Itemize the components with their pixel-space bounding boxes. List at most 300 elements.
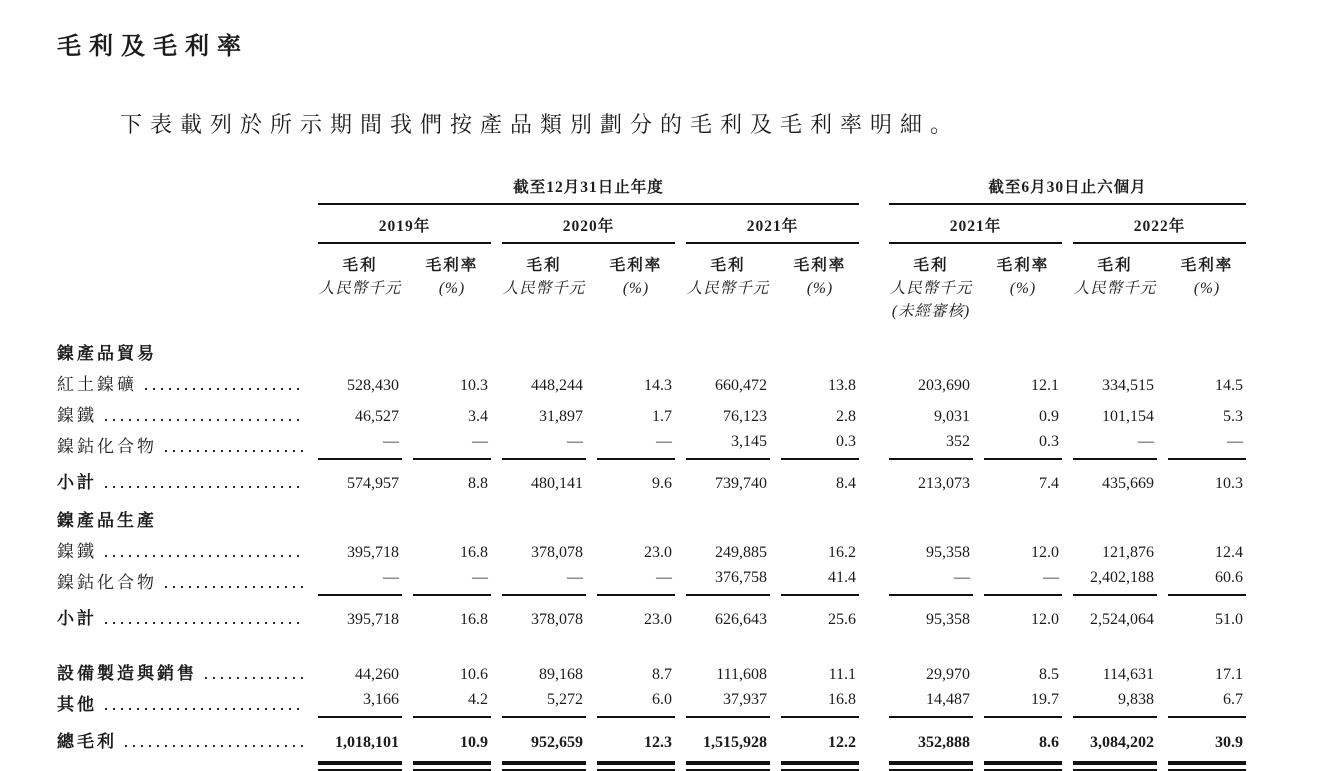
double-rule <box>686 761 770 771</box>
cell-value: 44,260 <box>355 666 399 683</box>
profit-value-cell <box>889 718 973 755</box>
profit-value-cell <box>889 398 973 429</box>
profit-unit: 人民幣千元 <box>686 280 770 297</box>
margin-value-cell <box>413 656 491 687</box>
profit-value-cell <box>502 460 586 496</box>
margin-value-cell <box>984 565 1062 596</box>
leader-dots <box>105 486 305 488</box>
cell-value: — <box>383 433 399 450</box>
rule-row-label-cell <box>57 755 307 771</box>
cell-value: 14.3 <box>644 377 672 394</box>
cell-value: 4.2 <box>468 691 488 708</box>
margin-label: 毛利率 <box>425 257 479 274</box>
profit-value-cell <box>318 460 402 496</box>
cell-value: 89,168 <box>539 666 583 683</box>
cell-value: 10.3 <box>1215 475 1243 492</box>
cell-value: — <box>954 569 970 586</box>
gross-profit-table-container <box>46 175 1325 771</box>
profit-value-cell <box>1073 534 1157 565</box>
cell-value: 19.7 <box>1031 691 1059 708</box>
margin-value-cell <box>413 596 491 632</box>
profit-value-cell <box>318 596 402 632</box>
intro-text: 下表載列於所示期間我們按產品類別劃分的毛利及毛利率明細。 <box>120 112 961 137</box>
margin-label: 毛利率 <box>1180 257 1234 274</box>
cell-value: 7.4 <box>1039 475 1059 492</box>
margin-value-cell <box>413 718 491 755</box>
row-label-cell <box>57 367 307 398</box>
margin-value-cell <box>413 367 491 398</box>
cell-value: 30.9 <box>1215 734 1243 751</box>
double-rule-cell <box>318 755 402 771</box>
table-head <box>57 175 1246 323</box>
cell-value: 16.8 <box>828 691 856 708</box>
row-label: 鎳鈷化合物 <box>57 437 157 456</box>
margin-value-cell <box>1168 460 1246 496</box>
margin-value-cell <box>781 596 859 632</box>
profit-value-cell <box>686 534 770 565</box>
cell-value: 213,073 <box>918 475 970 492</box>
cell-value: 121,876 <box>1102 544 1154 561</box>
cell-value: 1.7 <box>652 408 672 425</box>
leader-dots <box>165 586 305 588</box>
table-row <box>57 656 1246 687</box>
cell-value: 41.4 <box>828 569 856 586</box>
margin-value-cell <box>984 656 1062 687</box>
row-label-cell <box>57 656 307 687</box>
row-label-cell <box>57 534 307 565</box>
period-gap <box>870 175 878 205</box>
table-row <box>57 687 1246 718</box>
profit-unit: 人民幣千元 <box>1073 280 1157 297</box>
table-row <box>57 632 1246 656</box>
margin-value-cell <box>984 398 1062 429</box>
profit-value-cell <box>686 460 770 496</box>
leader-dots <box>105 419 305 421</box>
cell-value: 352,888 <box>918 734 970 751</box>
col-header-profit-2021-interim <box>889 244 973 323</box>
double-rule <box>318 761 402 771</box>
margin-value-cell <box>1168 429 1246 460</box>
cell-value: 10.6 <box>460 666 488 683</box>
margin-value-cell <box>781 718 859 755</box>
profit-label: 毛利 <box>1097 257 1133 274</box>
profit-unit: 人民幣千元 <box>889 280 973 297</box>
profit-label: 毛利 <box>710 257 746 274</box>
row-label-cell <box>57 398 307 429</box>
profit-value-cell <box>686 656 770 687</box>
profit-value-cell <box>502 596 586 632</box>
cell-value: 9,838 <box>1118 691 1154 708</box>
cell-value: 12.4 <box>1215 544 1243 561</box>
cell-value: 17.1 <box>1215 666 1243 683</box>
margin-value-cell <box>1168 687 1246 718</box>
cell-value: 16.8 <box>460 611 488 628</box>
margin-value-cell <box>1168 565 1246 596</box>
cell-value: 12.3 <box>644 734 672 751</box>
double-rule-cell <box>984 755 1062 771</box>
margin-value-cell <box>781 534 859 565</box>
profit-value-cell <box>1073 565 1157 596</box>
row-label-cell <box>57 496 307 534</box>
profit-value-cell <box>1073 367 1157 398</box>
cell-value: 0.3 <box>836 433 856 450</box>
cell-value: 95,358 <box>926 611 970 628</box>
profit-value-cell <box>889 429 973 460</box>
table-row <box>57 565 1246 596</box>
col-header-profit-2020 <box>502 244 586 323</box>
row-label: 鎳鐵 <box>57 542 97 561</box>
row-label: 設備製造與銷售 <box>57 664 197 683</box>
cell-value: 14,487 <box>926 691 970 708</box>
period-gap-cell <box>870 656 878 687</box>
row-label-cell <box>57 565 307 596</box>
cell-value: — <box>1138 433 1154 450</box>
margin-value-cell <box>597 687 675 718</box>
cell-value: 9.6 <box>652 475 672 492</box>
cell-value: 249,885 <box>715 544 767 561</box>
cell-value: 6.0 <box>652 691 672 708</box>
cell-value: 8.7 <box>652 666 672 683</box>
profit-value-cell <box>686 687 770 718</box>
double-rule-cell <box>597 755 675 771</box>
margin-value-cell <box>597 398 675 429</box>
profit-value-cell <box>889 460 973 496</box>
cell-value: 3,145 <box>731 433 767 450</box>
cell-value: 435,669 <box>1102 475 1154 492</box>
label-column-header <box>57 175 307 205</box>
profit-value-cell <box>889 596 973 632</box>
double-rule-cell <box>413 755 491 771</box>
row-label: 紅土鎳礦 <box>57 375 137 394</box>
cell-value: 574,957 <box>347 475 399 492</box>
period-header-row <box>57 175 1246 205</box>
cell-value: 528,430 <box>347 377 399 394</box>
cell-value: — <box>1227 433 1243 450</box>
leader-dots <box>105 622 305 624</box>
profit-value-cell <box>686 429 770 460</box>
margin-value-cell <box>1168 398 1246 429</box>
margin-unit: (%) <box>622 280 650 297</box>
cell-value: 376,758 <box>715 569 767 586</box>
col-header-margin-2021-interim <box>984 244 1062 323</box>
leader-dots <box>105 708 305 710</box>
profit-value-cell <box>889 367 973 398</box>
cell-value: — <box>472 569 488 586</box>
leader-dots <box>205 677 305 679</box>
column-header-row <box>57 244 1246 323</box>
profit-value-cell <box>502 429 586 460</box>
row-label-cell <box>57 687 307 718</box>
row-label-cell <box>57 323 307 367</box>
year-header-2022: 2022年 <box>1073 205 1246 244</box>
margin-value-cell <box>597 596 675 632</box>
margin-unit: (%) <box>1193 280 1221 297</box>
unaudited-note: (未經審核) <box>891 303 971 320</box>
profit-unit: 人民幣千元 <box>318 280 402 297</box>
period-gap-cell <box>870 755 878 771</box>
margin-value-cell <box>984 367 1062 398</box>
cell-value: 111,608 <box>716 666 767 683</box>
cell-value: — <box>656 433 672 450</box>
profit-value-cell <box>502 687 586 718</box>
cell-value: 5.3 <box>1223 408 1243 425</box>
profit-value-cell <box>502 398 586 429</box>
cell-value: 13.8 <box>828 377 856 394</box>
cell-value: — <box>383 569 399 586</box>
col-header-profit-2019 <box>318 244 402 323</box>
profit-value-cell <box>889 656 973 687</box>
col-header-profit-2022 <box>1073 244 1157 323</box>
profit-value-cell <box>889 565 973 596</box>
profit-value-cell <box>502 656 586 687</box>
cell-value: 37,937 <box>723 691 767 708</box>
cell-value: 11.1 <box>828 666 856 683</box>
profit-label: 毛利 <box>913 257 949 274</box>
margin-label: 毛利率 <box>609 257 663 274</box>
profit-value-cell <box>318 718 402 755</box>
cell-value: 8.6 <box>1039 734 1059 751</box>
leader-dots <box>145 388 305 390</box>
profit-value-cell <box>1073 596 1157 632</box>
margin-value-cell <box>413 687 491 718</box>
margin-value-cell <box>413 398 491 429</box>
cell-value: — <box>567 569 583 586</box>
row-label: 小計 <box>57 473 97 492</box>
period-gap-cell <box>870 367 878 398</box>
col-header-profit-2021 <box>686 244 770 323</box>
margin-unit: (%) <box>806 280 834 297</box>
cell-value: 448,244 <box>531 377 583 394</box>
cell-value: 5,272 <box>547 691 583 708</box>
cell-value: 60.6 <box>1215 569 1243 586</box>
cell-value: 9,031 <box>934 408 970 425</box>
cell-value: 114,631 <box>1102 666 1154 683</box>
margin-value-cell <box>781 367 859 398</box>
cell-value: — <box>567 433 583 450</box>
row-label: 小計 <box>57 609 97 628</box>
cell-value: — <box>472 433 488 450</box>
double-rule <box>1073 761 1157 771</box>
profit-value-cell <box>318 429 402 460</box>
cell-value: 29,970 <box>926 666 970 683</box>
table-row <box>57 496 1246 534</box>
cell-value: 12.0 <box>1031 611 1059 628</box>
cell-value: 23.0 <box>644 544 672 561</box>
profit-value-cell <box>1073 656 1157 687</box>
profit-value-cell <box>686 596 770 632</box>
cell-value: 12.0 <box>1031 544 1059 561</box>
cell-value: 8.8 <box>468 475 488 492</box>
margin-value-cell <box>413 565 491 596</box>
profit-value-cell <box>686 565 770 596</box>
margin-unit: (%) <box>438 280 466 297</box>
double-rule <box>597 761 675 771</box>
row-label: 鎳鐵 <box>57 406 97 425</box>
margin-value-cell <box>597 367 675 398</box>
profit-label: 毛利 <box>342 257 378 274</box>
period-gap-cell <box>870 460 878 496</box>
cell-value: 14.5 <box>1215 377 1243 394</box>
cell-value: 378,078 <box>531 611 583 628</box>
cell-value: 1,515,928 <box>703 734 767 751</box>
cell-value: 16.8 <box>460 544 488 561</box>
row-label-cell <box>57 460 307 496</box>
profit-value-cell <box>502 534 586 565</box>
cell-value: 3,166 <box>363 691 399 708</box>
col-header-margin-2020 <box>597 244 675 323</box>
row-label-cell <box>57 718 307 755</box>
profit-value-cell <box>889 534 973 565</box>
margin-value-cell <box>413 429 491 460</box>
profit-value-cell <box>318 398 402 429</box>
profit-value-cell <box>1073 687 1157 718</box>
profit-value-cell <box>318 656 402 687</box>
cell-value: 0.9 <box>1039 408 1059 425</box>
cell-value: 25.6 <box>828 611 856 628</box>
section-filler <box>318 496 1246 534</box>
col-header-margin-2021 <box>781 244 859 323</box>
margin-value-cell <box>781 687 859 718</box>
profit-value-cell <box>686 398 770 429</box>
cell-value: — <box>656 569 672 586</box>
double-rule-cell <box>889 755 973 771</box>
margin-value-cell <box>984 596 1062 632</box>
cell-value: 739,740 <box>715 475 767 492</box>
row-label-cell <box>57 429 307 460</box>
margin-value-cell <box>1168 367 1246 398</box>
year-header-row <box>57 205 1246 244</box>
double-rule-cell <box>686 755 770 771</box>
double-rule <box>984 761 1062 771</box>
cell-value: 626,643 <box>715 611 767 628</box>
table-row <box>57 323 1246 367</box>
row-label-cell <box>57 596 307 632</box>
period-gap-cell <box>870 718 878 755</box>
cell-value: — <box>1043 569 1059 586</box>
period-gap-cell <box>870 565 878 596</box>
period-gap-cell <box>870 429 878 460</box>
profit-value-cell <box>318 534 402 565</box>
margin-value-cell <box>597 565 675 596</box>
profit-value-cell <box>318 367 402 398</box>
cell-value: 2,402,188 <box>1090 569 1154 586</box>
cell-value: 8.5 <box>1039 666 1059 683</box>
cell-value: 12.2 <box>828 734 856 751</box>
cell-value: 378,078 <box>531 544 583 561</box>
cell-value: 23.0 <box>644 611 672 628</box>
cell-value: 101,154 <box>1102 408 1154 425</box>
profit-value-cell <box>1073 398 1157 429</box>
table-row <box>57 367 1246 398</box>
cell-value: 12.1 <box>1031 377 1059 394</box>
row-label: 鎳產品生產 <box>57 511 157 530</box>
table-row <box>57 460 1246 496</box>
double-rule <box>889 761 973 771</box>
profit-value-cell <box>318 687 402 718</box>
total-rule-row <box>57 755 1246 771</box>
section-filler <box>318 323 1246 367</box>
table-row <box>57 429 1246 460</box>
margin-value-cell <box>413 534 491 565</box>
margin-value-cell <box>597 534 675 565</box>
cell-value: 480,141 <box>531 475 583 492</box>
profit-value-cell <box>502 718 586 755</box>
cell-value: 10.3 <box>460 377 488 394</box>
profit-value-cell <box>1073 718 1157 755</box>
double-rule <box>781 761 859 771</box>
margin-value-cell <box>1168 534 1246 565</box>
period-gap-cell <box>870 596 878 632</box>
cell-value: 46,527 <box>355 408 399 425</box>
margin-value-cell <box>984 460 1062 496</box>
margin-value-cell <box>984 534 1062 565</box>
profit-value-cell <box>889 687 973 718</box>
cell-value: 203,690 <box>918 377 970 394</box>
profit-value-cell <box>1073 429 1157 460</box>
margin-label: 毛利率 <box>793 257 847 274</box>
margin-value-cell <box>1168 718 1246 755</box>
row-label: 其他 <box>57 695 97 714</box>
margin-value-cell <box>781 398 859 429</box>
profit-value-cell <box>686 367 770 398</box>
margin-value-cell <box>781 656 859 687</box>
double-rule <box>413 761 491 771</box>
profit-value-cell <box>686 718 770 755</box>
cell-value: 2.8 <box>836 408 856 425</box>
margin-value-cell <box>781 429 859 460</box>
cell-value: 76,123 <box>723 408 767 425</box>
cell-value: 51.0 <box>1215 611 1243 628</box>
margin-value-cell <box>984 718 1062 755</box>
table-body <box>57 323 1246 771</box>
margin-value-cell <box>413 460 491 496</box>
profit-label: 毛利 <box>526 257 562 274</box>
cell-value: 1,018,101 <box>335 734 399 751</box>
margin-value-cell <box>597 429 675 460</box>
cell-value: 31,897 <box>539 408 583 425</box>
gross-profit-table <box>46 175 1257 771</box>
cell-value: 10.9 <box>460 734 488 751</box>
profit-value-cell <box>318 565 402 596</box>
margin-label: 毛利率 <box>996 257 1050 274</box>
margin-value-cell <box>597 460 675 496</box>
cell-value: 952,659 <box>531 734 583 751</box>
cell-value: 2,524,064 <box>1090 611 1154 628</box>
cell-value: 6.7 <box>1223 691 1243 708</box>
year-header-2021: 2021年 <box>686 205 859 244</box>
cell-value: 660,472 <box>715 377 767 394</box>
double-rule <box>1168 761 1246 771</box>
table-row <box>57 596 1246 632</box>
table-row <box>57 534 1246 565</box>
cell-value: 3.4 <box>468 408 488 425</box>
year-header-2020: 2020年 <box>502 205 675 244</box>
table-row <box>57 718 1246 755</box>
cell-value: 395,718 <box>347 544 399 561</box>
cell-value: 395,718 <box>347 611 399 628</box>
page-title: 毛利及毛利率 <box>57 34 249 60</box>
cell-value: 334,515 <box>1102 377 1154 394</box>
margin-value-cell <box>781 460 859 496</box>
year-header-2021-interim: 2021年 <box>889 205 1062 244</box>
margin-value-cell <box>597 718 675 755</box>
cell-value: 16.2 <box>828 544 856 561</box>
row-label: 鎳產品貿易 <box>57 344 157 363</box>
row-label: 鎳鈷化合物 <box>57 573 157 592</box>
double-rule-cell <box>1168 755 1246 771</box>
double-rule-cell <box>1073 755 1157 771</box>
leader-dots <box>165 450 305 452</box>
